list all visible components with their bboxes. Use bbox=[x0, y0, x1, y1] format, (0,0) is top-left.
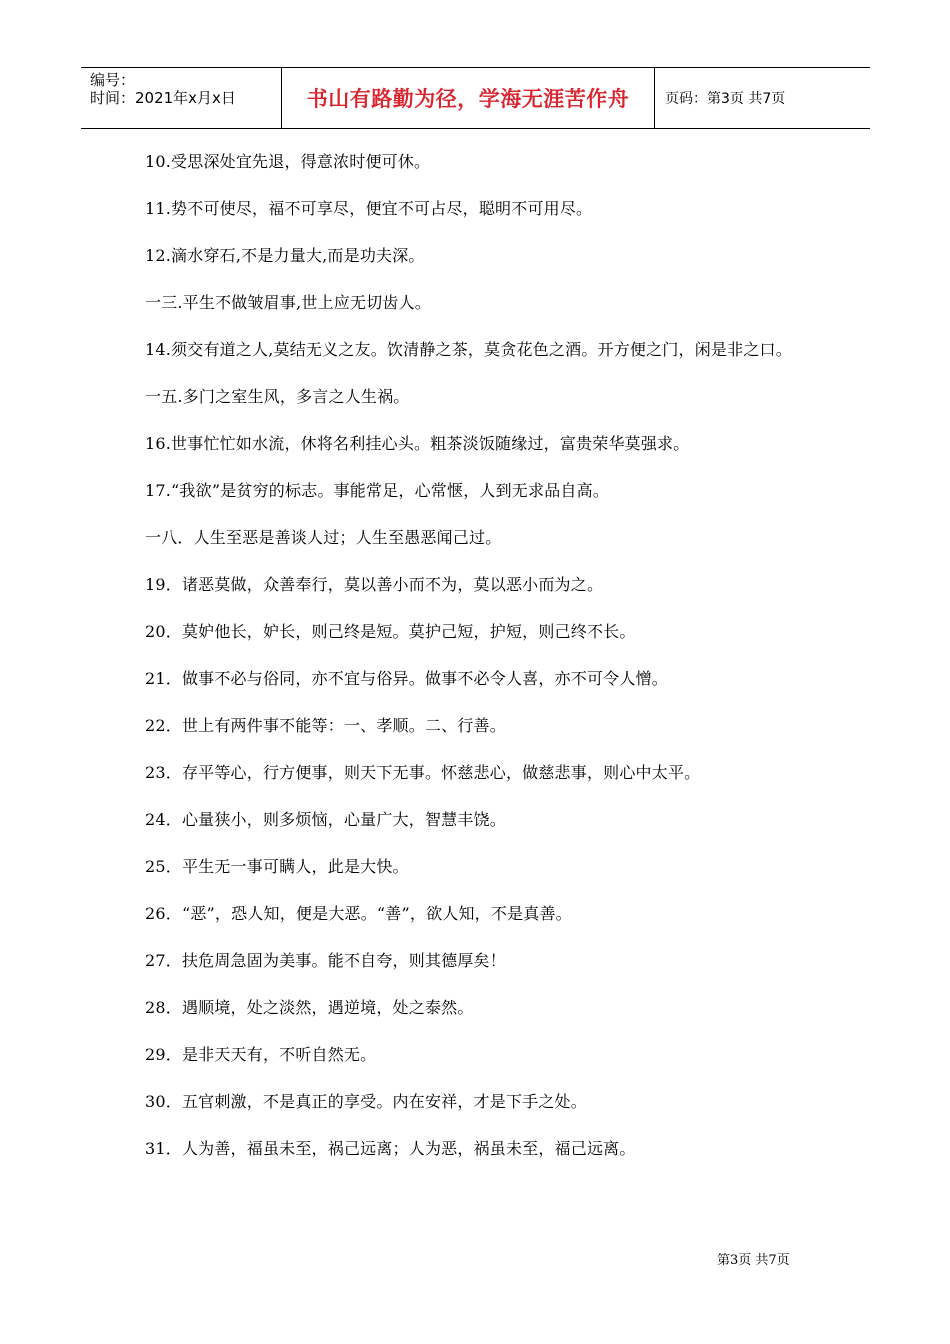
list-item: 24．心量狭小，则多烦恼，心量广大，智慧丰饶。 bbox=[145, 810, 506, 829]
list-item: 30．五官刺激，不是真正的享受。内在安祥，才是下手之处。 bbox=[145, 1092, 587, 1111]
footer-page-number: 第3页 共7页 bbox=[717, 1253, 790, 1268]
list-item: 29．是非天天有，不听自然无。 bbox=[145, 1045, 377, 1064]
list-item: 20．莫妒他长，妒长，则己终是短。莫护己短，护短，则己终不长。 bbox=[145, 622, 636, 641]
list-item: 14.须交有道之人,莫结无义之友。饮清静之茶，莫贪花色之酒。开方便之门，闲是非之口。 bbox=[145, 340, 792, 359]
list-item: 一八．人生至恶是善谈人过；人生至愚恶闻己过。 bbox=[145, 528, 502, 547]
list-item: 23．存平等心，行方便事，则天下无事。怀慈悲心，做慈悲事，则心中太平。 bbox=[145, 763, 701, 782]
list-item: 22．世上有两件事不能等：一、孝顺。二、行善。 bbox=[145, 716, 506, 735]
list-item: 11.势不可使尽，福不可享尽，便宜不可占尽，聪明不可用尽。 bbox=[145, 199, 593, 218]
list-item: 25．平生无一事可瞒人，此是大快。 bbox=[145, 857, 409, 876]
list-item: 12.滴水穿石,不是力量大,而是功夫深。 bbox=[145, 246, 425, 265]
header-motto: 书山有路勤为径，学海无涯苦作舟 bbox=[306, 87, 630, 111]
list-item: 19．诸恶莫做，众善奉行，莫以善小而不为，莫以恶小而为之。 bbox=[145, 575, 604, 594]
list-item: 27．扶危周急固为美事。能不自夸，则其德厚矣！ bbox=[145, 951, 506, 970]
quote-list bbox=[145, 150, 815, 1184]
list-item: 一五.多门之室生风，多言之人生祸。 bbox=[145, 387, 410, 406]
header-meta-cell bbox=[81, 68, 282, 128]
serial-number-label: 编号： bbox=[90, 71, 136, 89]
header-page-cell bbox=[655, 68, 870, 128]
list-item: 10.受思深处宜先退，得意浓时便可休。 bbox=[145, 152, 431, 171]
list-item: 16.世事忙忙如水流，休将名利挂心头。粗茶淡饭随缘过，富贵荣华莫强求。 bbox=[145, 434, 690, 453]
list-item: 一三.平生不做皱眉事,世上应无切齿人。 bbox=[145, 293, 431, 312]
list-item: 21．做事不必与俗同，亦不宜与俗异。做事不必令人喜，亦不可令人憎。 bbox=[145, 669, 668, 688]
list-item: 17.“我欲”是贫穷的标志。事能常足，心常惬，人到无求品自高。 bbox=[145, 481, 610, 500]
page-footer bbox=[717, 1249, 790, 1268]
header-motto-cell bbox=[282, 68, 655, 128]
header-page-number: 页码：第3页 共7页 bbox=[665, 91, 786, 107]
list-item: 26．“恶”，恐人知，便是大恶。“善”，欲人知，不是真善。 bbox=[145, 904, 572, 923]
document-header bbox=[81, 67, 870, 129]
date-label: 时间：2021年x月x日 bbox=[90, 89, 236, 107]
list-item: 31．人为善，福虽未至，祸己远离；人为恶，祸虽未至，福己远离。 bbox=[145, 1139, 636, 1158]
list-item: 28．遇顺境，处之淡然，遇逆境，处之泰然。 bbox=[145, 998, 474, 1017]
